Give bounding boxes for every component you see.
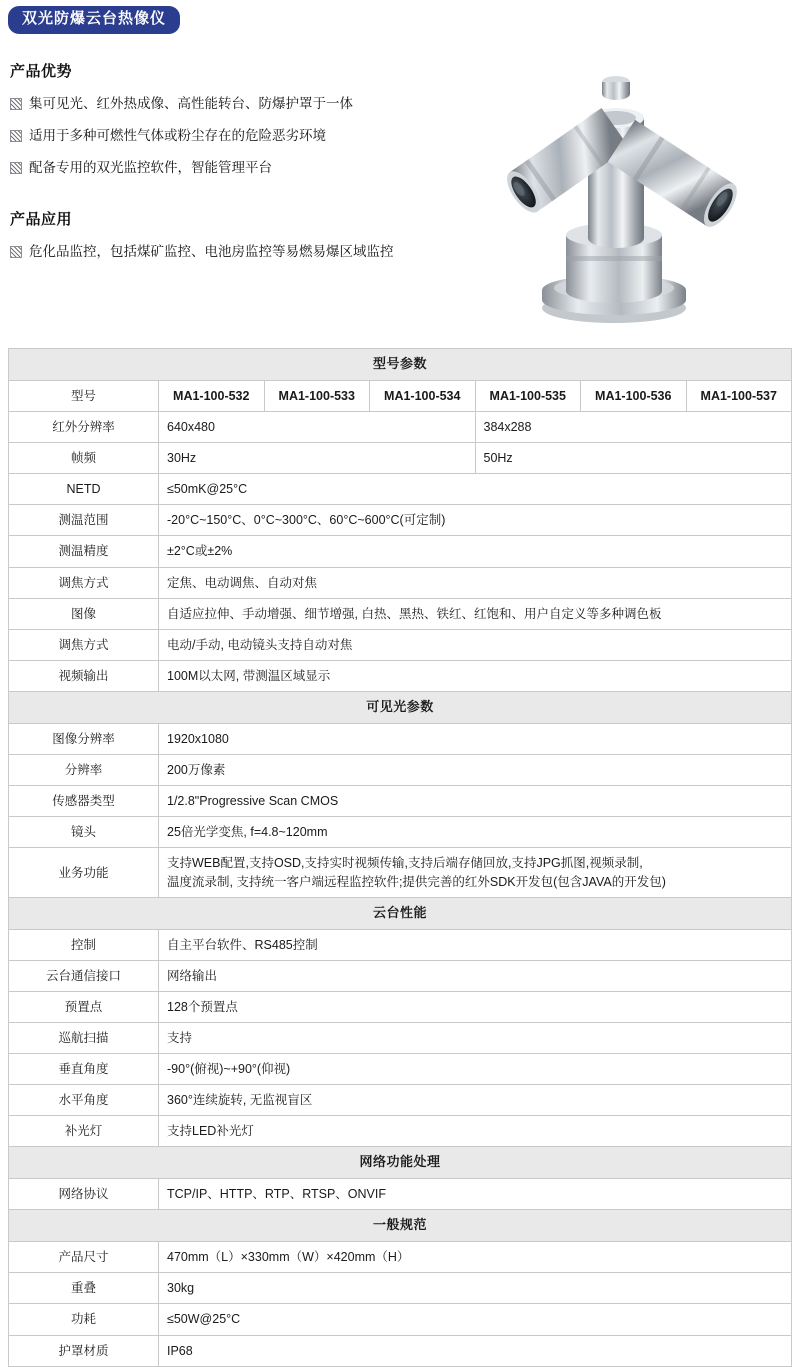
row-label: 视频输出: [9, 660, 159, 691]
model-cell: MA1-100-534: [370, 380, 476, 411]
row-label: 云台通信接口: [9, 960, 159, 991]
row-label: NETD: [9, 474, 159, 505]
row-label: 控制: [9, 929, 159, 960]
table-group-title: 可见光参数: [9, 692, 792, 724]
row-value: 支持WEB配置,支持OSD,支持实时视频传输,支持后端存储回放,支持JPG抓图,视频录制, 温度流录制, 支持统一客户端远程监控软件;提供完善的红外SDK开发包(包含JAVA的开发包): [159, 848, 792, 897]
row-value: 128个预置点: [159, 991, 792, 1022]
table-row: [9, 1116, 792, 1147]
table-group-title: 一般规范: [9, 1210, 792, 1242]
table-row: [9, 723, 792, 754]
list-item-label: 适用于多种可燃性气体或粉尘存在的危险恶劣环境: [29, 128, 326, 144]
table-group-title: 云台性能: [9, 897, 792, 929]
row-label: 垂直角度: [9, 1054, 159, 1085]
applications-list: [10, 243, 480, 261]
table-row: [9, 960, 792, 991]
row-label: 传感器类型: [9, 786, 159, 817]
model-cell: MA1-100-537: [686, 380, 792, 411]
table-group-title: 网络功能处理: [9, 1147, 792, 1179]
row-value: 自主平台软件、RS485控制: [159, 929, 792, 960]
row-value-right: 384x288: [475, 411, 792, 442]
row-value: 30kg: [159, 1273, 792, 1304]
row-label: 测温精度: [9, 536, 159, 567]
row-value: 1/2.8"Progressive Scan CMOS: [159, 786, 792, 817]
row-label: 型号: [9, 380, 159, 411]
row-value: 定焦、电动调焦、自动对焦: [159, 567, 792, 598]
table-row: [9, 929, 792, 960]
table-row: [9, 1022, 792, 1053]
list-item-label: 配备专用的双光监控软件，智能管理平台: [29, 160, 272, 176]
model-cell: MA1-100-533: [264, 380, 370, 411]
row-label: 水平角度: [9, 1085, 159, 1116]
table-row: [9, 629, 792, 660]
table-row: [9, 848, 792, 897]
page-title: 双光防爆云台热像仪: [8, 6, 180, 34]
row-value: 电动/手动, 电动镜头支持自动对焦: [159, 629, 792, 660]
table-row: [9, 1273, 792, 1304]
row-label: 护罩材质: [9, 1335, 159, 1366]
row-label: 巡航扫描: [9, 1022, 159, 1053]
row-value: 网络输出: [159, 960, 792, 991]
row-value: 自适应拉伸、手动增强、细节增强, 白热、黑热、铁红、红饱和、用户自定义等多种调色板: [159, 598, 792, 629]
row-value: TCP/IP、HTTP、RTP、RTSP、ONVIF: [159, 1179, 792, 1210]
row-label: 测温范围: [9, 505, 159, 536]
table-row: [9, 474, 792, 505]
advantages-list: [10, 95, 480, 178]
row-value: ≤50W@25°C: [159, 1304, 792, 1335]
row-label: 调焦方式: [9, 567, 159, 598]
row-value: 1920x1080: [159, 723, 792, 754]
advantages-heading: 产品优势: [10, 63, 73, 80]
row-value: -20°C~150°C、0°C~300°C、60°C~600°C(可定制): [159, 505, 792, 536]
table-row: [9, 1054, 792, 1085]
model-cell: MA1-100-532: [159, 380, 265, 411]
row-label: 业务功能: [9, 848, 159, 897]
table-row: [9, 1335, 792, 1366]
row-label: 红外分辨率: [9, 411, 159, 442]
table-row: [9, 411, 792, 442]
row-value: 360°连续旋转, 无监视盲区: [159, 1085, 792, 1116]
intro-section: [10, 60, 480, 275]
row-label: 帧频: [9, 443, 159, 474]
table-group-header: [9, 349, 792, 381]
table-row: [9, 1085, 792, 1116]
row-value-right: 50Hz: [475, 443, 792, 474]
table-row: [9, 1242, 792, 1273]
table-row: [9, 660, 792, 691]
specification-table: [8, 348, 792, 1367]
table-row: [9, 755, 792, 786]
bullet-square-icon: [10, 246, 22, 258]
row-value-left: 640x480: [159, 411, 476, 442]
table-row: [9, 380, 792, 411]
row-value: 200万像素: [159, 755, 792, 786]
bullet-square-icon: [10, 130, 22, 142]
list-item: [10, 243, 480, 261]
bullet-square-icon: [10, 98, 22, 110]
table-row: [9, 1179, 792, 1210]
row-label: 镜头: [9, 817, 159, 848]
table-row: [9, 567, 792, 598]
row-label: 功耗: [9, 1304, 159, 1335]
list-item: [10, 159, 480, 177]
table-row: [9, 786, 792, 817]
row-value: ≤50mK@25°C: [159, 474, 792, 505]
table-row: [9, 536, 792, 567]
table-row: [9, 817, 792, 848]
row-label: 补光灯: [9, 1116, 159, 1147]
row-value: 470mm（L）×330mm（W）×420mm（H）: [159, 1242, 792, 1273]
row-label: 调焦方式: [9, 629, 159, 660]
list-item: [10, 95, 480, 113]
model-cell: MA1-100-536: [581, 380, 687, 411]
table-group-header: [9, 692, 792, 724]
row-label: 预置点: [9, 991, 159, 1022]
row-label: 图像分辨率: [9, 723, 159, 754]
row-value: 支持LED补光灯: [159, 1116, 792, 1147]
row-value: 支持: [159, 1022, 792, 1053]
table-group-header: [9, 897, 792, 929]
list-item-label: 危化品监控，包括煤矿监控、电池房监控等易燃易爆区域监控: [29, 243, 394, 259]
row-value-left: 30Hz: [159, 443, 476, 474]
applications-heading: 产品应用: [10, 210, 73, 228]
table-row: [9, 1304, 792, 1335]
row-value: ±2°C或±2%: [159, 536, 792, 567]
table-row: [9, 505, 792, 536]
row-label: 产品尺寸: [9, 1242, 159, 1273]
row-label: 分辨率: [9, 755, 159, 786]
table-row: [9, 991, 792, 1022]
table-group-title: 型号参数: [9, 349, 792, 381]
bullet-square-icon: [10, 162, 22, 174]
table-row: [9, 598, 792, 629]
model-cell: MA1-100-535: [475, 380, 581, 411]
list-item-label: 集可见光、红外热成像、高性能转台、防爆护罩于一体: [29, 96, 353, 111]
table-group-header: [9, 1210, 792, 1242]
row-value: 100M以太网, 带测温区域显示: [159, 660, 792, 691]
row-value: 25倍光学变焦, f=4.8~120mm: [159, 817, 792, 848]
row-label: 图像: [9, 598, 159, 629]
row-value: IP68: [159, 1335, 792, 1366]
table-group-header: [9, 1147, 792, 1179]
row-label: 网络协议: [9, 1179, 159, 1210]
table-row: [9, 443, 792, 474]
product-photo: [462, 20, 792, 330]
list-item: [10, 127, 480, 145]
row-label: 重叠: [9, 1273, 159, 1304]
row-value: -90°(俯视)~+90°(仰视): [159, 1054, 792, 1085]
